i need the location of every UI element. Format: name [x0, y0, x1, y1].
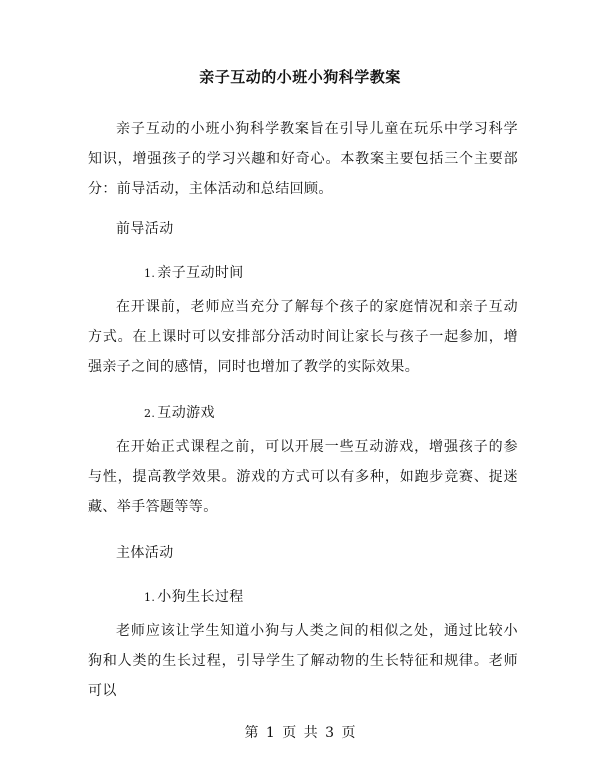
subsection-title: 互动游戏: [157, 405, 215, 421]
document-title: 亲子互动的小班小狗科学教案: [199, 68, 401, 86]
section-heading-intro-activity: 前导活动: [116, 221, 174, 237]
interactive-games-paragraph: 在开始正式课程之前，可以开展一些互动游戏，增强孩子的参与性，提高教学效果。游戏的方式可以有多种，如跑步竞赛、捉迷藏、举手答题等等。: [88, 439, 518, 515]
subsection-title: 小狗生长过程: [157, 589, 244, 605]
subsection-number: 1.: [144, 267, 156, 280]
intro-paragraph: 亲子互动的小班小狗科学教案旨在引导儿童在玩乐中学习科学知识，增强孩子的学习兴趣和好奇心。本教案主要包括三个主要部分：前导活动，主体活动和总结回顾。: [88, 121, 518, 197]
subsection-heading-parent-child-time: [144, 262, 244, 282]
subsection-number: 1.: [144, 591, 156, 604]
puppy-growth-paragraph: 老师应该让学生知道小狗与人类之间的相似之处，通过比较小狗和人类的生长过程，引导学生了解动物的生长特征和规律。老师可以: [88, 623, 518, 699]
page-number-footer: 第 1 页 共 3 页: [244, 725, 356, 741]
subsection-number: 2.: [144, 407, 156, 420]
subsection-heading-interactive-games: [144, 402, 215, 422]
subsection-title: 亲子互动时间: [157, 265, 244, 281]
section-heading-main-activity: 主体活动: [116, 545, 174, 561]
parent-child-time-paragraph: 在开课前，老师应当充分了解每个孩子的家庭情况和亲子互动方式。在上课时可以安排部分活动时间让家长与孩子一起参加，增强亲子之间的感情，同时也增加了教学的实际效果。: [88, 299, 518, 375]
subsection-heading-puppy-growth: [144, 586, 244, 606]
